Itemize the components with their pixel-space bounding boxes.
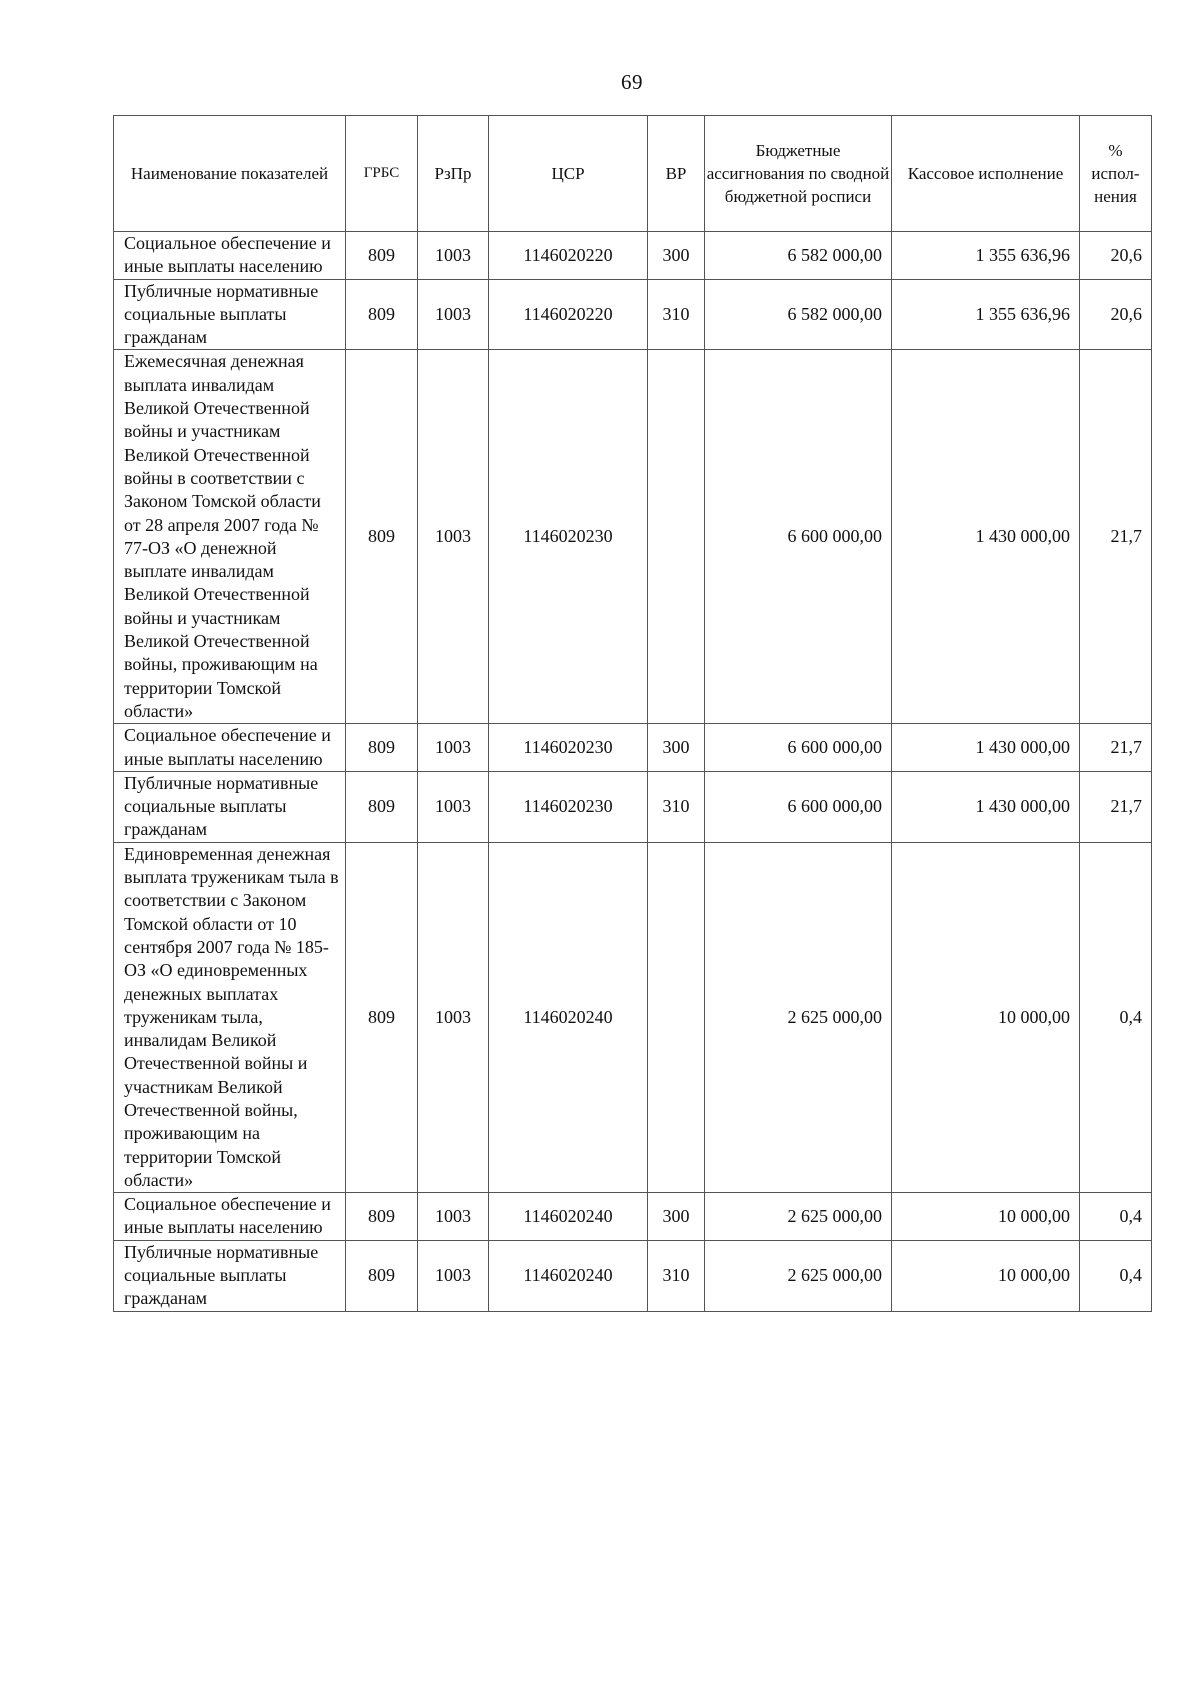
cell-cash: 1 355 636,96 [892,279,1080,350]
cell-rzpr: 1003 [418,724,489,772]
cell-grbs: 809 [346,279,418,350]
cell-csr: 1146020240 [489,1240,648,1311]
cell-budget: 6 582 000,00 [705,279,892,350]
header-pct-symbol: % [1108,141,1123,160]
cell-csr: 1146020240 [489,842,648,1192]
cell-vr: 300 [648,724,705,772]
header-name: Наименование показателей [114,116,346,232]
cell-budget: 6 600 000,00 [705,350,892,724]
cell-name: Социальное обеспечение и иные выплаты населению [114,1193,346,1241]
cell-name: Единовременная денежная выплата труженикам тыла в соответствии с Законом Томской области от 10 сентября 2007 года № 185-ОЗ «О единовременных денежных выплатах труженикам тыла, инвалидам Великой Отечественной войны и участникам Великой Отечественной войны, проживающим на территории Томской области» [114,842,346,1192]
cell-grbs: 809 [346,724,418,772]
table-row [114,232,1152,280]
cell-csr: 1146020220 [489,279,648,350]
header-vr: ВР [648,116,705,232]
cell-budget: 6 582 000,00 [705,232,892,280]
cell-grbs: 809 [346,1240,418,1311]
cell-csr: 1146020230 [489,724,648,772]
table-row [114,842,1152,1192]
cell-vr: 310 [648,1240,705,1311]
cell-csr: 1146020230 [489,771,648,842]
header-pct [1080,116,1152,232]
cell-vr: 300 [648,1193,705,1241]
cell-cash: 10 000,00 [892,842,1080,1192]
cell-cash: 10 000,00 [892,1240,1080,1311]
cell-pct: 20,6 [1080,279,1152,350]
table-row [114,279,1152,350]
cell-budget: 6 600 000,00 [705,771,892,842]
header-pct-label: испол-нения [1091,164,1140,206]
table-body [114,232,1152,1312]
cell-rzpr: 1003 [418,350,489,724]
cell-grbs: 809 [346,771,418,842]
budget-execution-table [113,115,1152,1312]
cell-name: Публичные нормативные социальные выплаты гражданам [114,771,346,842]
header-csr: ЦСР [489,116,648,232]
page-number: 69 [621,70,643,94]
cell-budget: 2 625 000,00 [705,1193,892,1241]
cell-rzpr: 1003 [418,771,489,842]
cell-name: Ежемесячная денежная выплата инвалидам Великой Отечественной войны и участникам Великой Отечественной войны в соответствии с Законом Томской области от 28 апреля 2007 года № 77-ОЗ «О денежной выплате инвалидам Великой Отечественной войны и участникам Великой Отечественной войны, проживающим на территории Томской области» [114,350,346,724]
cell-vr: 300 [648,232,705,280]
cell-grbs: 809 [346,842,418,1192]
cell-name: Социальное обеспечение и иные выплаты населению [114,724,346,772]
cell-csr: 1146020230 [489,350,648,724]
cell-cash: 1 355 636,96 [892,232,1080,280]
cell-vr: 310 [648,771,705,842]
table-header-row [114,116,1152,232]
table-row [114,350,1152,724]
header-cash: Кассовое исполнение [892,116,1080,232]
cell-pct: 21,7 [1080,724,1152,772]
cell-vr [648,350,705,724]
cell-vr [648,842,705,1192]
table-row [114,1240,1152,1311]
header-rzpr: РзПр [418,116,489,232]
cell-csr: 1146020240 [489,1193,648,1241]
cell-vr: 310 [648,279,705,350]
cell-grbs: 809 [346,1193,418,1241]
cell-rzpr: 1003 [418,842,489,1192]
cell-grbs: 809 [346,232,418,280]
cell-pct: 20,6 [1080,232,1152,280]
table-row [114,724,1152,772]
cell-pct: 0,4 [1080,1240,1152,1311]
cell-csr: 1146020220 [489,232,648,280]
table-row [114,1193,1152,1241]
cell-name: Публичные нормативные социальные выплаты гражданам [114,1240,346,1311]
cell-pct: 0,4 [1080,1193,1152,1241]
cell-rzpr: 1003 [418,232,489,280]
cell-pct: 21,7 [1080,771,1152,842]
cell-rzpr: 1003 [418,279,489,350]
cell-rzpr: 1003 [418,1193,489,1241]
cell-budget: 2 625 000,00 [705,1240,892,1311]
header-budget: Бюджетные ассигнования по сводной бюджетной росписи [705,116,892,232]
cell-pct: 0,4 [1080,842,1152,1192]
cell-pct: 21,7 [1080,350,1152,724]
cell-cash: 1 430 000,00 [892,724,1080,772]
cell-grbs: 809 [346,350,418,724]
cell-budget: 6 600 000,00 [705,724,892,772]
cell-rzpr: 1003 [418,1240,489,1311]
cell-cash: 10 000,00 [892,1193,1080,1241]
cell-cash: 1 430 000,00 [892,771,1080,842]
cell-budget: 2 625 000,00 [705,842,892,1192]
header-grbs: ГРБС [346,116,418,232]
cell-name: Публичные нормативные социальные выплаты гражданам [114,279,346,350]
cell-cash: 1 430 000,00 [892,350,1080,724]
cell-name: Социальное обеспечение и иные выплаты населению [114,232,346,280]
table-row [114,771,1152,842]
